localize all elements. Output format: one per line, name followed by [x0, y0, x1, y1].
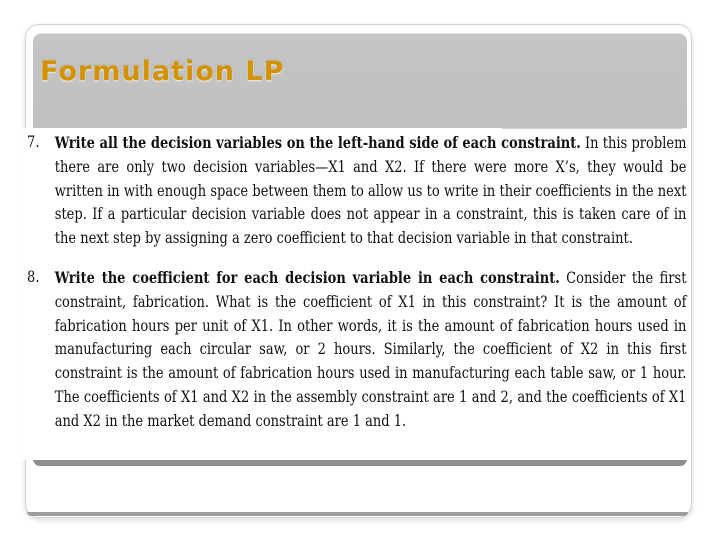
slide-bottom-rule — [27, 512, 688, 516]
scanned-text-excerpt — [22, 128, 688, 460]
step-8-number: 8. — [27, 268, 40, 286]
step-7-paragraph — [55, 131, 687, 251]
slide-title: Formulation LP — [40, 56, 285, 87]
step-7-lead: Write all the decision variables on the left-hand side of each constraint. — [54, 133, 581, 152]
step-8-paragraph — [55, 266, 687, 434]
step-8-lead: Write the coefficient for each decision variable in each constraint. — [54, 268, 560, 287]
step-8-body: Consider the first constraint, fabrication. What is the coefficient of X1 in this constraint? It is the amount of fabrication hours per unit of X1. In other words, it is the amount of fabrication hours used in manufacturing each circular saw, or 2 hours. Similarly, the coefficient of X2 in this first constraint is the amount of fabrication hours used in manufacturing each table saw, or 1 hour. The coefficients of X1 and X2 in the assembly constraint are 1 and 2, and the coefficients of X1 and X2 in the market demand constraint are 1 and 1. — [54, 269, 687, 430]
step-7-number: 7. — [27, 133, 40, 151]
step-7-body: In this problem there are only two decision variables—X1 and X2. If there were more X’s, they would be written in with enough space between them to allow us to write in their coefficients in the next step. If a particular decision variable does not appear in a constraint, this is taken care of in the next step by assigning a zero coefficient to that decision variable in that constraint. — [54, 134, 687, 248]
title-band-bottom-edge — [33, 459, 687, 466]
